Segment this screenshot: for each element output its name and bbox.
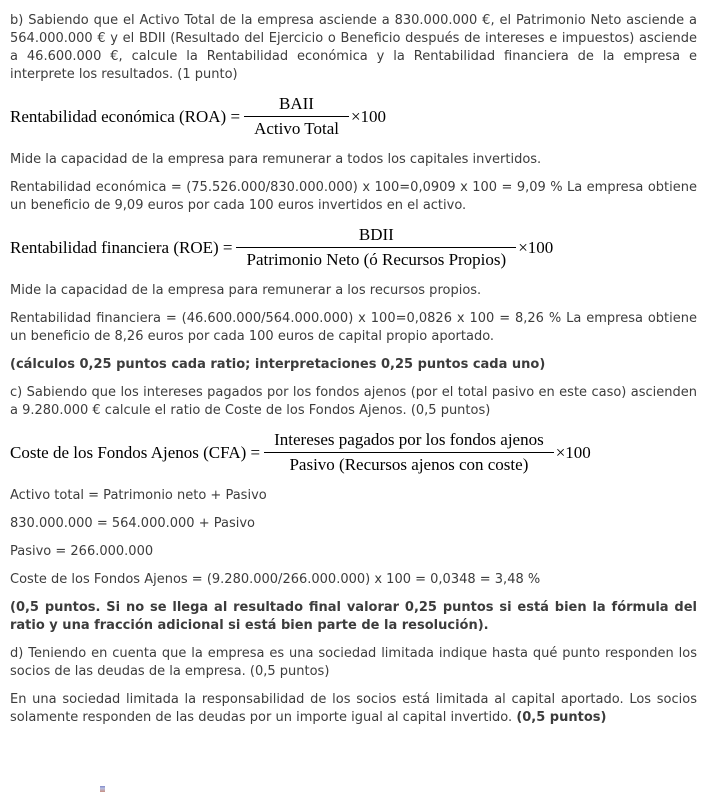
calc-step-substitution: 830.000.000 = 564.000.000 + Pasivo (10, 516, 255, 531)
roe-calculation: Rentabilidad financiera = (46.600.000/564.000.000) x 100=0,0826 x 100 = 8,26 % La empresa obtiene un beneficio de 8,26 euros por cada 100 euros de capital propio aportado. (10, 311, 697, 344)
answer-d-grading: (0,5 puntos) (516, 710, 607, 725)
roe-meaning: Mide la capacidad de la empresa para remunerar a los recursos propios. (10, 283, 482, 298)
formula-roa-denominator: Activo Total (254, 119, 339, 138)
calc-step-pasivo: Pasivo = 266.000.000 (10, 544, 154, 559)
formula-cfa-multiplier: ×100 (555, 442, 591, 462)
formula-roa-numerator: BAII (244, 94, 349, 117)
formula-cfa-label: Coste de los Fondos Ajenos (CFA) = (10, 442, 261, 462)
grading-note-b: (cálculos 0,25 puntos cada ratio; interpretaciones 0,25 puntos cada uno) (10, 357, 546, 372)
formula-cfa (10, 430, 697, 475)
question-b: b) Sabiendo que el Activo Total de la empresa asciende a 830.000.000 €, el Patrimonio Neto asciende a 564.000.000 € y el BDII (Resultado del Ejercicio o Beneficio después de intereses e impuestos) asciende a 46.600.000 €, calcule la Rentabilidad económica y la Rentabilidad financiera de la empresa e interprete los resultados. (1 punto) (10, 13, 697, 82)
formula-cfa-numerator: Intereses pagados por los fondos ajenos (264, 430, 554, 453)
roa-calculation: Rentabilidad económica = (75.526.000/830.000.000) x 100=0,0909 x 100 = 9,09 % La empresa obtiene un beneficio de 9,09 euros por cada 100 euros invertidos en el activo. (10, 180, 697, 213)
formula-roe-denominator: Patrimonio Neto (ó Recursos Propios) (246, 250, 507, 269)
formula-roe-multiplier: ×100 (518, 237, 554, 257)
answer-d (10, 691, 697, 727)
roa-meaning: Mide la capacidad de la empresa para remunerar a todos los capitales invertidos. (10, 152, 542, 167)
formula-roa (10, 94, 697, 139)
grading-note-c: (0,5 puntos. Si no se llega al resultado final valorar 0,25 puntos si está bien la fórmula del ratio y una fracción adicional si está bien parte de la resolución). (10, 600, 697, 633)
question-c: c) Sabiendo que los intereses pagados por los fondos ajenos (por el total pasivo en este caso) ascienden a 9.280.000 € calcule el ratio de Coste de los Fondos Ajenos. (0,5 puntos) (10, 385, 697, 418)
formula-roe-fraction (236, 225, 516, 270)
formula-cfa-denominator: Pasivo (Recursos ajenos con coste) (289, 455, 529, 474)
answer-d-text: En una sociedad limitada la responsabilidad de los socios está limitada al capital aportado. Los socios solamente responden de las deudas por un importe igual al capital invertido. (10, 692, 697, 725)
calc-step-activo-total: Activo total = Patrimonio neto + Pasivo (10, 488, 267, 503)
calc-step-cfa-result: Coste de los Fondos Ajenos = (9.280.000/266.000.000) x 100 = 0,0348 = 3,48 % (10, 572, 541, 587)
formula-roa-fraction (244, 94, 349, 139)
formula-roe (10, 225, 697, 270)
formula-cfa-fraction (264, 430, 554, 475)
document-page (10, 12, 697, 727)
formula-roe-numerator: BDII (236, 225, 516, 248)
image-fragment (100, 786, 105, 792)
formula-roa-label: Rentabilidad económica (ROA) = (10, 106, 241, 126)
formula-roa-multiplier: ×100 (350, 106, 387, 126)
question-d: d) Teniendo en cuenta que la empresa es una sociedad limitada indique hasta qué punto responden los socios de las deudas de la empresa. (0,5 puntos) (10, 646, 697, 679)
formula-roe-label: Rentabilidad financiera (ROE) = (10, 237, 233, 257)
